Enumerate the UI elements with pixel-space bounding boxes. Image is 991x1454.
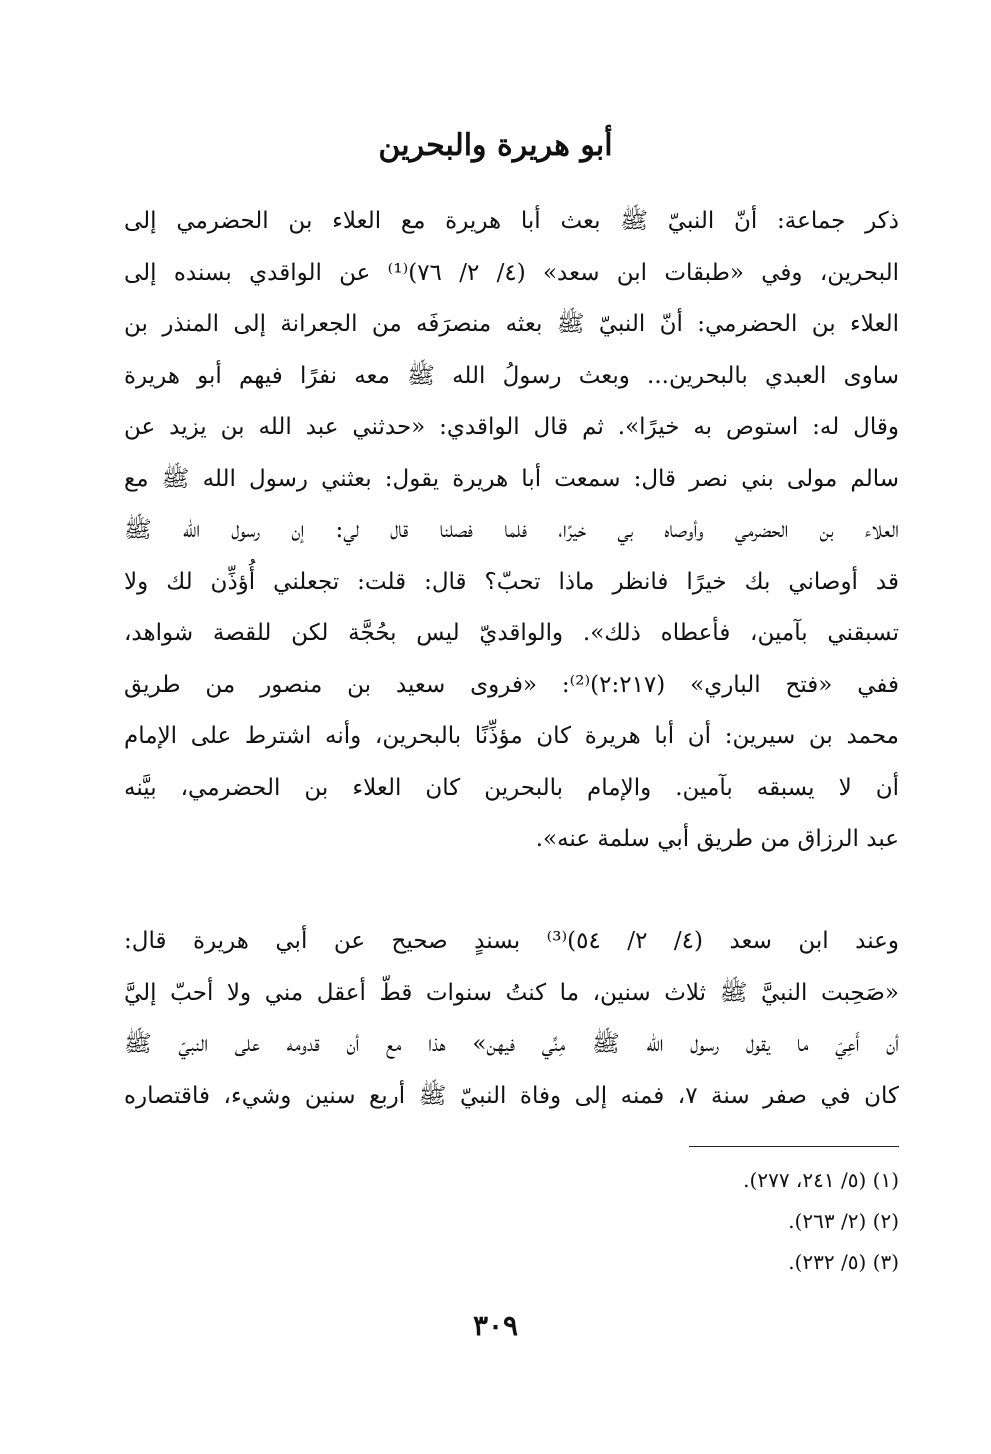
text-line: «صَحِبت النبيَّ ﷺ ثلاث سنين، ما كنتُ سنوات قطّ أعقل مني ولا أحبّ إليَّ — [124, 979, 899, 1006]
paragraph-2 — [124, 916, 899, 1122]
text-line: وقال له: استوص به خيرًا». ثم قال الواقدي: «حدثني عبد الله بن يزيد عن — [124, 414, 899, 440]
text-line: كان في صفر سنة ٧، فمنه إلى وفاة النبيّ ﷺ أربع سنين وشيء، فاقتصاره — [124, 1082, 899, 1109]
text-line: العلاء بن الحضرمي: أنّ النبيّ ﷺ بعثه منصرَفَه من الجعرانة إلى المنذر بن — [124, 311, 899, 337]
text-line: وعند ابن سعد (٤/ ٢/ ٥٤)⁽³⁾ بسندٍ صحيح عن أبي هريرة قال: — [124, 928, 899, 954]
text-line: ساوى العبدي بالبحرين... وبعث رسولُ الله ﷺ معه نفرًا فيهم أبو هريرة — [124, 362, 899, 389]
text-line-last: عبد الرزاق من طريق أبي سلمة عنه». — [535, 826, 899, 852]
text-line: ذكر جماعة: أنّ النبيّ ﷺ بعث أبا هريرة مع العلاء بن الحضرمي إلى — [124, 208, 899, 234]
text-line: قد أوصاني بك خيرًا فانظر ماذا تحبّ؟ قال: قلت: تجعلني أُؤذِّن لك ولا — [124, 568, 899, 595]
footnote-item: (٢) (٢/ ٢٦٣). — [788, 1209, 899, 1233]
text-line: البحرين، وفي «طبقات ابن سعد» (٤/ ٢/ ٧٦)⁽¹⁾ عن الواقدي بسنده إلى — [124, 259, 899, 286]
footnote-item: (٣) (٥/ ٢٣٢). — [788, 1250, 899, 1274]
paragraph-1 — [124, 196, 899, 866]
text-line: محمد بن سيرين: أن أبا هريرة كان مؤذِّنًا بالبحرين، وأنه اشترط على الإمام — [124, 723, 899, 749]
text-line: سالم مولى بني نصر قال: سمعت أبا هريرة يقول: بعثني رسول الله ﷺ مع — [124, 465, 899, 492]
chapter-title: أبو هريرة والبحرين — [378, 128, 613, 163]
text-line: أن لا يسبقه بآمين. والإمام بالبحرين كان العلاء بن الحضرمي، بيَّنه — [124, 774, 899, 801]
text-line: أن أَعِيَ ما يقول رسول الله ﷺ مِنِّي فيهن» هذا مع أن قدومه على النبيّ ﷺ — [124, 1031, 899, 1057]
footnote-item: (١) (٥/ ٢٤١، ٢٧٧). — [743, 1168, 899, 1192]
footnote-divider — [689, 1146, 899, 1147]
footnotes — [499, 1160, 899, 1283]
text-line: تسبقني بآمين، فأعطاه ذلك». والواقديّ ليس بحُجَّة لكن للقصة شواهد، — [124, 620, 899, 646]
text-line: العلاء بن الحضرمي وأوصاه بي خيرًا، فلما فصلنا قال لي: إن رسول الله ﷺ — [124, 517, 899, 543]
page-number: ٣٠٩ — [472, 1309, 519, 1342]
text-line: ففي «فتح الباري» (٢:٢١٧)⁽²⁾: «فروى سعيد بن منصور من طريق — [124, 671, 899, 698]
